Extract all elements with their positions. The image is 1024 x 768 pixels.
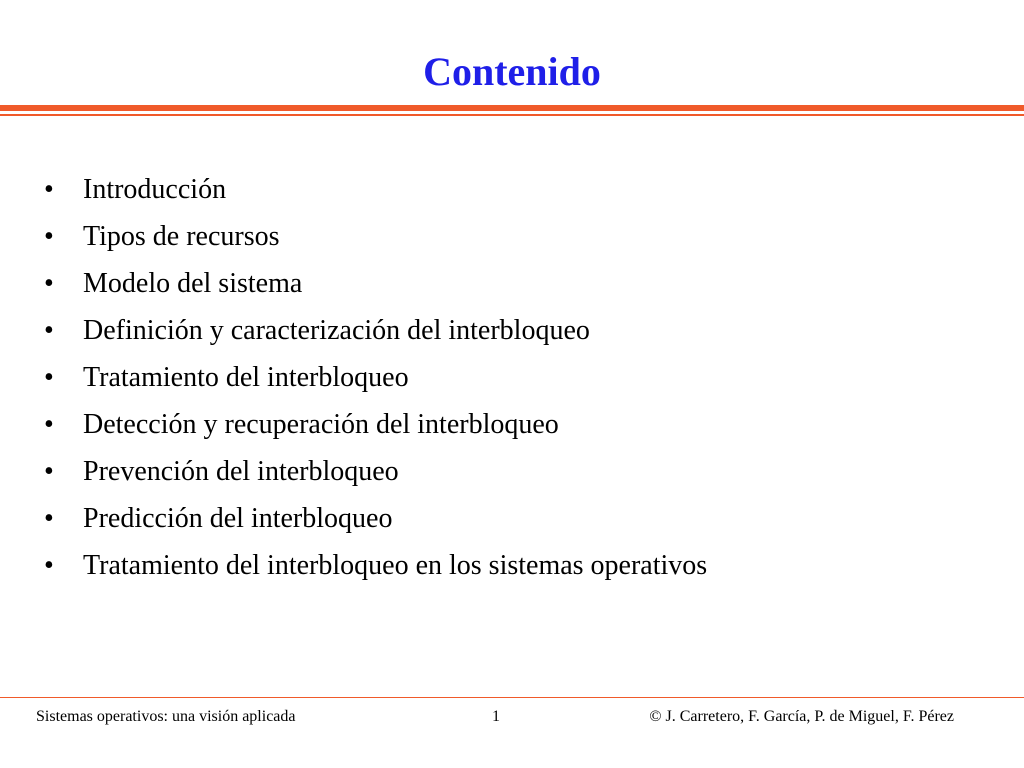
bullet-item-tipos-de-recursos [44, 213, 707, 260]
bullet-icon: • [44, 503, 54, 534]
bullet-item-tratamiento [44, 354, 707, 401]
bullet-text: Prevención del interbloqueo [83, 456, 399, 487]
bullet-text: Detección y recuperación del interbloqueo [83, 409, 559, 440]
content-bullet-list [44, 166, 707, 589]
bullet-text: Tratamiento del interbloqueo [83, 362, 409, 393]
bullet-item-modelo-del-sistema [44, 260, 707, 307]
bullet-icon: • [44, 174, 54, 205]
slide-title: Contenido [423, 49, 601, 94]
bullet-icon: • [44, 550, 54, 581]
bullet-item-prevencion [44, 448, 707, 495]
bullet-text: Definición y caracterización del interbloqueo [83, 315, 590, 346]
bullet-icon: • [44, 221, 54, 252]
bullet-item-tratamiento-so [44, 542, 707, 589]
bullet-text: Tratamiento del interbloqueo en los sistemas operativos [83, 550, 708, 581]
bullet-text: Introducción [83, 174, 227, 205]
bullet-text: Tipos de recursos [83, 221, 280, 252]
bullet-text: Modelo del sistema [83, 268, 303, 299]
bullet-icon: • [44, 409, 54, 440]
bullet-item-definicion [44, 307, 707, 354]
footer-page-number: 1 [492, 708, 500, 725]
bullet-item-deteccion [44, 401, 707, 448]
bullet-item-prediccion [44, 495, 707, 542]
bullet-icon: • [44, 362, 54, 393]
footer-copyright: © J. Carretero, F. García, P. de Miguel, F. Pérez [649, 708, 954, 725]
title-divider-thick [0, 105, 1024, 111]
bullet-item-introduccion [44, 166, 707, 213]
bullet-icon: • [44, 456, 54, 487]
bullet-icon: • [44, 315, 54, 346]
footer-course-title: Sistemas operativos: una visión aplicada [36, 708, 296, 725]
title-divider-thin [0, 114, 1024, 116]
footer-divider [0, 697, 1024, 698]
bullet-icon: • [44, 268, 54, 299]
bullet-text: Predicción del interbloqueo [83, 503, 393, 534]
